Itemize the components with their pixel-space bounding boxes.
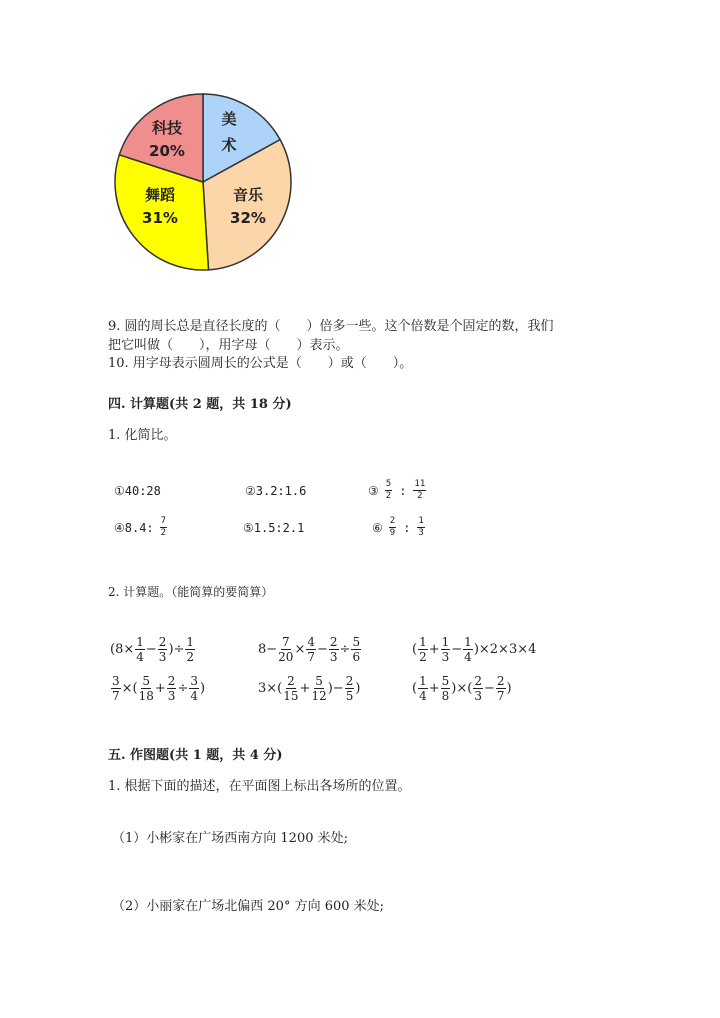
fraction: $\frac{5}{8}$ bbox=[441, 674, 450, 703]
section-5-q1-title: 1. 根据下面的描述，在平面图上标出各场所的位置。 bbox=[108, 779, 411, 794]
fraction: $\frac{2}{3}$ bbox=[329, 635, 338, 664]
fraction: $\frac{1}{4}$ bbox=[136, 635, 144, 664]
pie-label-dance: 舞蹈 bbox=[144, 186, 176, 204]
fraction: $\frac{1}{2}$ bbox=[419, 635, 427, 664]
question-9-line-1: 9. 圆的周长总是直径长度的（ ）倍多一些。这个倍数是个固定的数，我们 bbox=[108, 319, 554, 334]
ratio-separator: : bbox=[399, 483, 407, 498]
fraction: $\frac{2}{9}$ bbox=[389, 516, 396, 538]
calc-expression-2: 8− $\frac{7}{20}$ × $\frac{4}{7}$ − $\frac{2}{3}$ ÷ $\frac{5}{6}$ bbox=[258, 635, 361, 664]
fraction: $\frac{5}{18}$ bbox=[138, 674, 154, 703]
pie-chart bbox=[105, 92, 305, 292]
fraction: $\frac{7}{2}$ bbox=[160, 516, 167, 538]
fraction: $\frac{4}{7}$ bbox=[307, 635, 315, 664]
ratio-item-3 bbox=[368, 480, 427, 501]
pie-label-art-1: 美 bbox=[221, 110, 237, 128]
calc-expression-1: (8× $\frac{1}{4}$ − $\frac{2}{3}$ )÷ $\frac{1}{2}$ bbox=[110, 635, 195, 664]
ratio-item-4 bbox=[114, 517, 168, 538]
fraction: $\frac{2}{5}$ bbox=[345, 674, 354, 703]
fraction: $\frac{1}{4}$ bbox=[419, 674, 427, 703]
fraction: $\frac{1}{4}$ bbox=[464, 635, 472, 664]
section-5-statement-2: （2）小丽家在广场北偏西 20° 方向 600 米处; bbox=[112, 899, 385, 914]
question-9-line-2: 把它叫做（ ），用字母（ ）表示。 bbox=[108, 338, 349, 353]
fraction: $\frac{3}{7}$ bbox=[112, 674, 120, 703]
fraction: $\frac{5}{6}$ bbox=[352, 635, 361, 664]
fraction: $\frac{7}{20}$ bbox=[278, 635, 294, 664]
fraction: $\frac{1}{3}$ bbox=[441, 635, 450, 664]
fraction: $\frac{5}{12}$ bbox=[311, 674, 327, 703]
fraction: $\frac{1}{2}$ bbox=[186, 635, 195, 664]
pie-label-art-2: 术 bbox=[221, 136, 237, 154]
pie-value-music: 32% bbox=[230, 209, 266, 227]
calc-expression-5: 3×( $\frac{2}{15}$ + $\frac{5}{12}$ )− $\frac{2}{5}$ ) bbox=[258, 674, 361, 703]
section-4-q2-title: 2. 计算题。（能简算的要简算） bbox=[108, 585, 274, 599]
ratio-item-4-prefix: ④8.4: bbox=[114, 520, 154, 535]
fraction: $\frac{2}{7}$ bbox=[496, 674, 505, 703]
pie-label-tech: 科技 bbox=[151, 119, 183, 137]
fraction: $\frac{5}{2}$ bbox=[385, 479, 392, 501]
pie-label-music: 音乐 bbox=[232, 186, 264, 204]
fraction: $\frac{2}{3}$ bbox=[474, 674, 482, 703]
section-4-title: 四. 计算题(共 2 题，共 18 分) bbox=[108, 397, 292, 412]
section-5-statement-1: （1）小彬家在广场西南方向 1200 米处; bbox=[112, 831, 348, 846]
ratio-separator: : bbox=[403, 520, 411, 535]
ratio-item-5: ⑤1.5:2.1 bbox=[243, 521, 305, 535]
fraction: $\frac{2}{3}$ bbox=[167, 674, 176, 703]
question-10: 10. 用字母表示圆周长的公式是（ ）或（ ）。 bbox=[108, 356, 413, 371]
pie-value-dance: 31% bbox=[142, 209, 178, 227]
calc-expression-6: ( $\frac{1}{4}$ + $\frac{5}{8}$ )×( $\frac{2}{3}$ − $\frac{2}{7}$ ) bbox=[412, 674, 512, 703]
ratio-item-6 bbox=[372, 517, 426, 538]
ratio-item-6-prefix: ⑥ bbox=[372, 520, 383, 535]
section-5-title: 五. 作图题(共 1 题，共 4 分) bbox=[108, 748, 283, 763]
fraction: $\frac{2}{15}$ bbox=[283, 674, 299, 703]
calc-expression-4: $\frac{3}{7}$ ×( $\frac{5}{18}$ + $\frac{2}{3}$ ÷ $\frac{3}{4}$ ) bbox=[112, 674, 206, 703]
pie-value-tech: 20% bbox=[149, 142, 185, 160]
section-4-q1-title: 1. 化简比。 bbox=[108, 428, 177, 443]
fraction: $\frac{3}{4}$ bbox=[190, 674, 198, 703]
calc-expression-3: ( $\frac{1}{2}$ + $\frac{1}{3}$ − $\frac{1}{4}$ )×2×3×4 bbox=[412, 635, 537, 664]
fraction: $\frac{2}{3}$ bbox=[158, 635, 167, 664]
ratio-item-1: ①40:28 bbox=[114, 484, 161, 498]
fraction: $\frac{1}{3}$ bbox=[418, 516, 424, 538]
ratio-item-2: ②3.2:1.6 bbox=[245, 484, 307, 498]
ratio-item-3-prefix: ③ bbox=[368, 483, 379, 498]
fraction: $\frac{11}{2}$ bbox=[414, 479, 426, 501]
